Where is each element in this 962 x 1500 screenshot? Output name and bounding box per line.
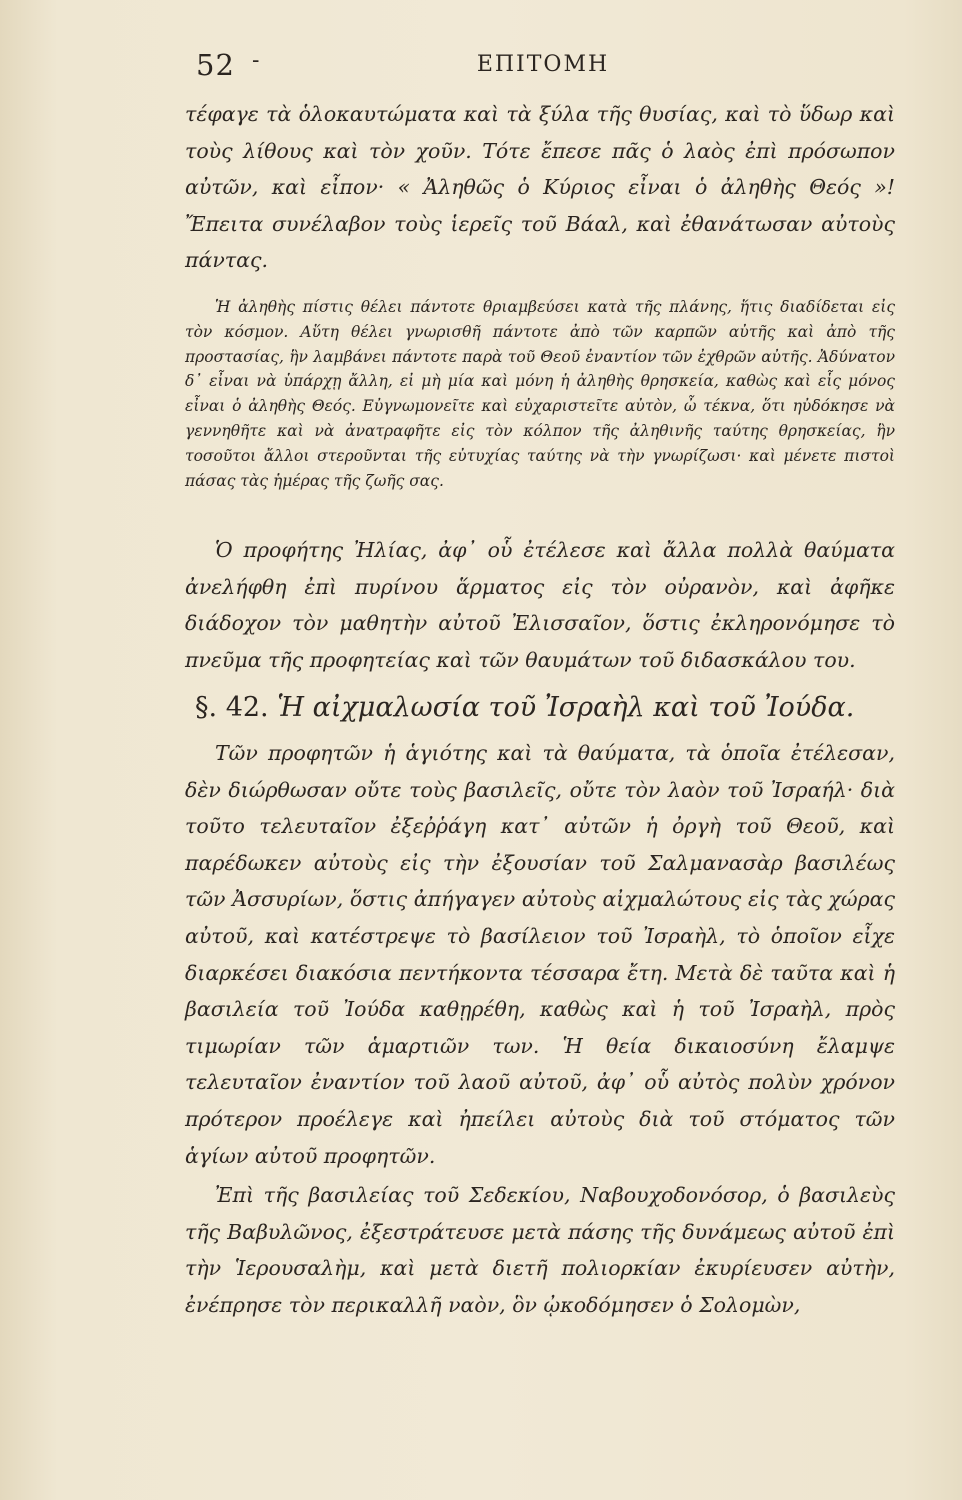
page-number: 52 (196, 48, 235, 82)
captivity-paragraph (185, 735, 895, 1174)
paragraph-text: Ἐπὶ τῆς βασιλείας τοῦ Σεδεκίου, Ναβουχοδονόσορ, ὁ βασιλεὺς τῆς Βαβυλῶνος, ἐξεστράτευσε μετὰ πάσης τῆς δυνάμεως αὐτοῦ ἐπὶ τὴν Ἱερουσαλὴμ, καὶ μετὰ διετῆ πολιορκίαν ἐκυρίευσεν αὐτὴν, ἐνέπρησε τὸν περικαλλῆ ναὸν, ὃν ᾠκοδόμησεν ὁ Σολομὼν, (185, 1183, 895, 1317)
section-heading (195, 692, 895, 723)
zedekiah-paragraph (185, 1177, 895, 1323)
paragraph-text: Τῶν προφητῶν ἡ ἁγιότης καὶ τὰ θαύματα, τὰ ὁποῖα ἐτέλεσαν, δὲν διώρθωσαν οὔτε τοὺς βασιλεῖς, οὔτε τὸν λαὸν τοῦ Ἰσραήλ· διὰ τοῦτο τελευταῖον ἐξεῤῥάγη κατ᾿ αὐτῶν ἡ ὀργὴ τοῦ Θεοῦ, καὶ παρέδωκεν αὐτοὺς εἰς τὴν ἐξουσίαν τοῦ Σαλμανασὰρ βασιλέως τῶν Ἀσσυρίων, ὅστις ἀπήγαγεν αὐτοὺς αἰχμαλώτους εἰς τὰς χώρας αὐτοῦ, καὶ κατέστρεψε τὸ βασίλειον τοῦ Ἰσραὴλ, τὸ ὁποῖον εἶχε διαρκέσει διακόσια πεντήκοντα τέσσαρα ἔτη. Μετὰ δὲ ταῦτα καὶ ἡ βασιλεία τοῦ Ἰούδα καθῃρέθη, καθὼς καὶ ἡ τοῦ Ἰσραὴλ, πρὸς τιμωρίαν τῶν ἁμαρτιῶν των. Ἡ θεία δικαιοσύνη ἔλαμψε τελευταῖον ἐναντίον τοῦ λαοῦ αὐτοῦ, ἀφ᾿ οὗ αὐτὸς πολὺν χρόνον πρότερον προέλεγε καὶ ἠπείλει αὐτοὺς διὰ τοῦ στόματος τῶν ἁγίων αὐτοῦ προφητῶν. (185, 741, 895, 1168)
paragraph-text: Ἡ ἀληθὴς πίστις θέλει πάντοτε θριαμβεύσει κατὰ τῆς πλάνης, ἥτις διαδίδεται εἰς τὸν κόσμον. Αὕτη θέλει γνωρισθῆ πάντοτε ἀπὸ τῶν καρπῶν αὐτῆς καὶ ἀπὸ τῆς προστασίας, ἣν λαμβάνει πάντοτε παρὰ τοῦ Θεοῦ ἐναντίον τῶν ἐχθρῶν αὐτῆς. Ἀδύνατον δ᾿ εἶναι νὰ ὑπάρχῃ ἄλλη, εἰ μὴ μία καὶ μόνη ἡ ἀληθὴς θρησκεία, καθὼς καὶ εἷς μόνος εἶναι ὁ ἀληθὴς Θεός. Εὐγνωμονεῖτε καὶ εὐχαριστεῖτε αὐτὸν, ὦ τέκνα, ὅτι ηὐδόκησε νὰ γεννηθῆτε καὶ νὰ ἀνατραφῆτε εἰς τὸν κόλπον τῆς ἀληθινῆς ταύτης θρησκείας, ἣν τοσοῦτοι ἄλλοι στεροῦνται τῆς εὐτυχίας ταύτης νὰ τὴν γνωρίζωσι· καὶ μένετε πιστοὶ πάσας τὰς ἡμέρας τῆς ζωῆς σας. (185, 298, 895, 490)
running-title: ΕΠΙΤΟΜΗ (476, 52, 610, 77)
moral-note-paragraph (185, 295, 895, 493)
elijah-paragraph (185, 532, 895, 678)
section-number: 42. (225, 692, 269, 723)
section-title: Ἡ αἰχμαλωσία τοῦ Ἰσραὴλ καὶ τοῦ Ἰούδα. (277, 692, 855, 723)
section-symbol: §. (195, 692, 218, 723)
header-separator: - (252, 48, 260, 73)
paragraph-continued (185, 96, 895, 279)
paragraph-text: τέφαγε τὰ ὁλοκαυτώματα καὶ τὰ ξύλα τῆς θυσίας, καὶ τὸ ὕδωρ καὶ τοὺς λίθους καὶ τὸν χοῦν. Τότε ἔπεσε πᾶς ὁ λαὸς ἐπὶ πρόσωπον αὐτῶν, καὶ εἶπον· « Ἀληθῶς ὁ Κύριος εἶναι ὁ ἀληθὴς Θεός »! Ἔπειτα συνέλαβον τοὺς ἱερεῖς τοῦ Βάαλ, καὶ ἐθανάτωσαν αὐτοὺς πάντας. (185, 102, 895, 273)
page-header (196, 48, 890, 88)
paragraph-text: Ὁ προφήτης Ἠλίας, ἀφ᾿ οὗ ἐτέλεσε καὶ ἄλλα πολλὰ θαύματα ἀνελήφθη ἐπὶ πυρίνου ἅρματος εἰς τὸν οὐρανὸν, καὶ ἀφῆκε διάδοχον τὸν μαθητὴν αὐτοῦ Ἐλισσαῖον, ὅστις ἐκληρονόμησε τὸ πνεῦμα τῆς προφητείας καὶ τῶν θαυμάτων τοῦ διδασκάλου του. (185, 538, 895, 672)
